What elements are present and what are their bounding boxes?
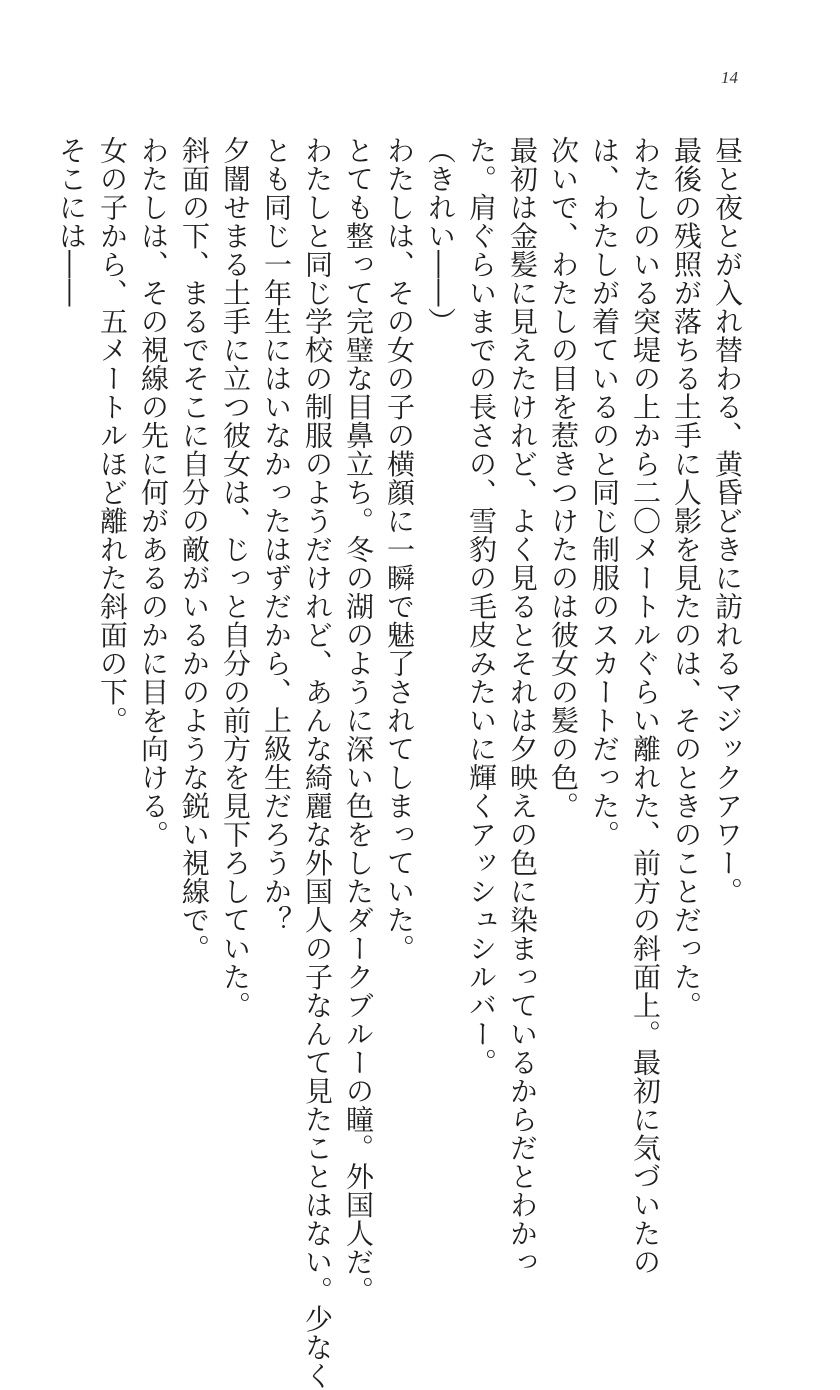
text-line: とも同じ一年生にはいなかったはずだから、上級生だろうか？ bbox=[260, 136, 293, 934]
text-line: 夕闇せまる土手に立つ彼女は、じっと自分の前方を見下ろしていた。 bbox=[219, 136, 252, 1020]
text-line: 昼と夜とが入れ替わる、黄昏どきに訪れるマジックアワー。 bbox=[711, 136, 744, 906]
text-line: 最初は金髪に見えたけれど、よく見るとそれは夕映えの色に染まっているからだとわかっ bbox=[506, 136, 539, 1276]
text-line: （きれい――） bbox=[424, 136, 457, 336]
page-number: 14 bbox=[721, 68, 738, 87]
text-line: わたしと同じ学校の制服のようだけれど、あんな綺麗な外国人の子なんて見たことはない。少なく bbox=[301, 136, 334, 1390]
text-line: 最後の残照が落ちる土手に人影を見たのは、そのときのことだった。 bbox=[670, 136, 703, 1020]
text-line: は、わたしが着ているのと同じ制服のスカートだった。 bbox=[588, 136, 621, 849]
text-line: わたしのいる突堤の上から二〇メートルぐらい離れた、前方の斜面上。最初に気づいたの bbox=[629, 136, 662, 1276]
text-line: 次いで、わたしの目を惹きつけたのは彼女の髪の色。 bbox=[547, 136, 580, 820]
text-line: た。肩ぐらいまでの長さの、雪豹の毛皮みたいに輝くアッシュシルバー。 bbox=[465, 136, 498, 1077]
text-line: とても整って完璧な目鼻立ち。冬の湖のように深い色をしたダークブルーの瞳。外国人だ。 bbox=[342, 136, 375, 1305]
text-line: そこには―― bbox=[55, 136, 88, 307]
body-text bbox=[51, 136, 748, 1390]
text-line: 女の子から、五メートルほど離れた斜面の下。 bbox=[96, 136, 129, 735]
text-line: わたしは、その女の子の横顔に一瞬で魅了されてしまっていた。 bbox=[383, 136, 416, 963]
text-line: 斜面の下、まるでそこに自分の敵がいるかのような鋭い視線で。 bbox=[178, 136, 211, 963]
text-line: わたしは、その視線の先に何があるのかに目を向ける。 bbox=[137, 136, 170, 849]
